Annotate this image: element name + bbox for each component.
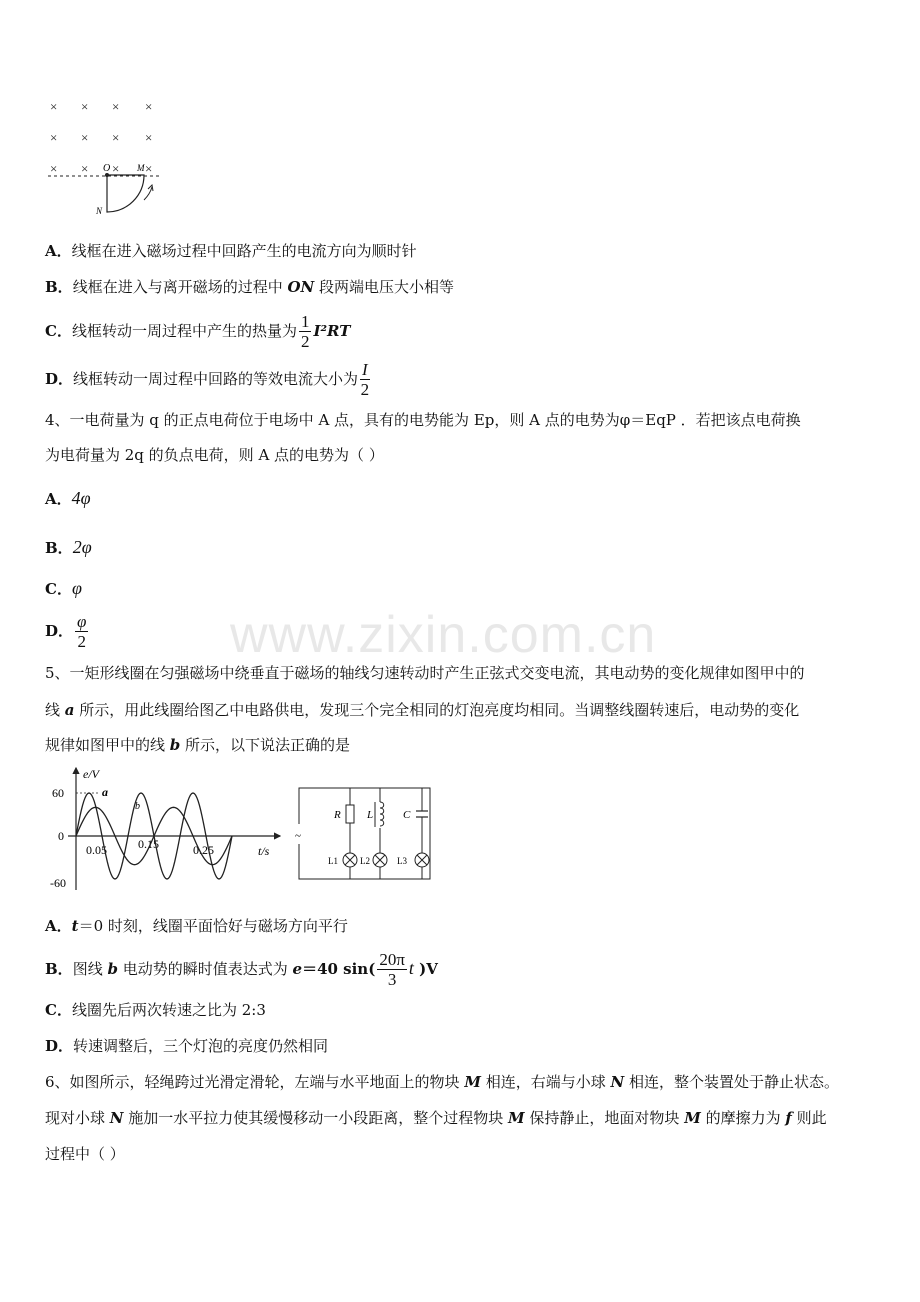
label-N: N <box>96 206 103 216</box>
option-label: D． <box>45 622 74 640</box>
option-label: C． <box>45 1001 72 1019</box>
q3-magnetic-field-figure <box>40 92 170 220</box>
q4-stem-line1: 4、一电荷量为 q 的正点电荷位于电场中 A 点，具有的电势能为 Ep，则 A 点的电势为φ＝EqP ．若把该点电荷换 <box>45 411 801 429</box>
label-R: R <box>334 809 341 821</box>
q5-option-a[interactable] <box>45 916 348 936</box>
ac-source: ~ <box>295 830 301 842</box>
series-a-label: a <box>102 785 108 799</box>
x-tick-025: 0.25 <box>193 843 214 857</box>
lamp-L3 <box>415 853 429 867</box>
option-label: D． <box>45 1037 74 1055</box>
option-var: t <box>71 917 79 935</box>
y-tick-neg60: -60 <box>50 876 66 890</box>
option-label: B． <box>45 278 73 296</box>
option-label: C． <box>45 580 72 598</box>
q3-option-b[interactable] <box>45 277 454 297</box>
q4-option-c[interactable] <box>45 578 82 599</box>
q4-option-b[interactable] <box>45 537 92 558</box>
option-text-mid: 电动势的瞬时值表达式为 <box>117 960 293 978</box>
emf-time-graph <box>48 762 288 900</box>
svg-text:×: × <box>50 161 58 176</box>
q6-stem-line1: 6、如图所示，轻绳跨过光滑定滑轮，左端与水平地面上的物块 M 相连，右端与小球 N 相连，整个装置处于静止状态。 <box>45 1073 839 1091</box>
fraction-20pi-over-3: $\frac{20\pi}{3}$ <box>379 949 405 989</box>
svg-text:×: × <box>112 161 120 176</box>
svg-text:×: × <box>112 130 120 145</box>
heat-expression: I²RT <box>313 322 351 340</box>
svg-text:×: × <box>81 99 89 114</box>
svg-text:×: × <box>145 130 153 145</box>
svg-text:×: × <box>81 130 89 145</box>
option-text: 转速调整后，三个灯泡的亮度仍然相同 <box>73 1037 329 1055</box>
label-C: C <box>403 809 411 821</box>
option-value: φ <box>71 578 82 598</box>
x-axis-label: t/s <box>258 844 270 858</box>
label-L: L <box>367 809 374 821</box>
resistor-R <box>346 805 354 823</box>
option-value: 2φ <box>72 537 92 557</box>
q4-option-d[interactable] <box>45 610 90 652</box>
fraction-I-over-2: $\frac{I}{2}$ <box>360 359 370 399</box>
y-tick-0: 0 <box>58 829 64 843</box>
q6-stem-line2: 现对小球 N 施加一水平拉力使其缓慢移动一小段距离，整个过程物块 M 保持静止，地面对物块 M 的摩擦力为 f 则此 <box>45 1109 827 1127</box>
option-label: C． <box>45 322 72 340</box>
option-label: A． <box>45 242 72 260</box>
option-var: ON <box>287 278 315 296</box>
option-text: 线框在进入与离开磁场的过程中 <box>72 278 288 296</box>
q3-option-c[interactable] <box>45 308 350 354</box>
series-b-label: b <box>135 801 140 812</box>
label-L1: L1 <box>328 856 338 866</box>
q5-option-d[interactable] <box>45 1036 328 1056</box>
circuit-diagram <box>292 784 438 884</box>
label-O: O <box>103 163 111 174</box>
x-tick-015: 0.15 <box>138 837 159 851</box>
option-label: D． <box>45 370 74 388</box>
y-axis-label: e/V <box>83 767 99 781</box>
svg-text:×: × <box>145 99 153 114</box>
lamp-L2 <box>373 853 387 867</box>
option-text: 线框在进入磁场过程中回路产生的电流方向为顺时针 <box>71 242 417 260</box>
fraction-one-half: $\frac{1}{2}$ <box>300 311 310 351</box>
quarter-circle-loop <box>107 175 144 212</box>
q4-stem-line2: 为电荷量为 2q 的负点电荷，则 A 点的电势为（ ） <box>45 446 384 464</box>
option-label: A． <box>45 917 72 935</box>
q5-stem-line3: 规律如图甲中的线 b 所示，以下说法正确的是 <box>45 736 351 754</box>
svg-text:×: × <box>50 130 58 145</box>
option-text: 图线 <box>72 960 108 978</box>
option-value: 4φ <box>71 488 91 508</box>
svg-text:×: × <box>81 161 89 176</box>
q5-stem-line1: 5、一矩形线圈在匀强磁场中绕垂直于磁场的轴线匀速转动时产生正弦式交变电流，其电动势的变化规律如图甲中的 <box>45 664 805 682</box>
time-var: t <box>408 958 414 978</box>
option-text: 线框转动一周过程中回路的等效电流大小为 <box>73 370 359 388</box>
option-text-post: 段两端电压大小相等 <box>314 278 455 296</box>
emf-var: e <box>292 960 303 978</box>
svg-text:×: × <box>112 99 120 114</box>
lamp-L1 <box>343 853 357 867</box>
label-M: M <box>137 163 145 173</box>
option-text: 线圈先后两次转速之比为 2:3 <box>71 1001 266 1019</box>
option-text: ＝0 时刻，线圈平面恰好与磁场方向平行 <box>78 917 348 935</box>
q5-stem-line2: 线 a 所示，用此线圈给图乙中电路供电，发现三个完全相同的灯泡亮度均相同。当调整线圈转速后，电动势的变化 <box>45 701 800 719</box>
q3-option-d[interactable] <box>45 356 372 402</box>
fraction-phi-over-2: $\frac{\varphi}{2}$ <box>77 611 87 651</box>
label-L3: L3 <box>397 856 407 866</box>
svg-text:×: × <box>50 99 58 114</box>
x-tick-005: 0.05 <box>86 843 107 857</box>
option-text: 线框转动一周过程中产生的热量为 <box>71 322 297 340</box>
watermark: www.zixin.com.cn <box>230 606 657 664</box>
q4-option-a[interactable] <box>45 488 91 509</box>
y-tick-60: 60 <box>52 786 64 800</box>
emf-expression: ＝40 sin( <box>302 960 376 978</box>
q3-option-a[interactable] <box>45 241 417 261</box>
option-var: b <box>107 960 118 978</box>
option-label: A． <box>45 490 72 508</box>
option-label: B． <box>45 539 73 557</box>
option-label: B． <box>45 960 73 978</box>
q5-option-b[interactable] <box>45 944 438 993</box>
unit-volts: )V <box>413 960 438 978</box>
label-L2: L2 <box>360 856 370 866</box>
q5-option-c[interactable] <box>45 1000 266 1020</box>
svg-text:×: × <box>145 161 153 176</box>
q6-stem-line3: 过程中（ ） <box>45 1145 125 1163</box>
